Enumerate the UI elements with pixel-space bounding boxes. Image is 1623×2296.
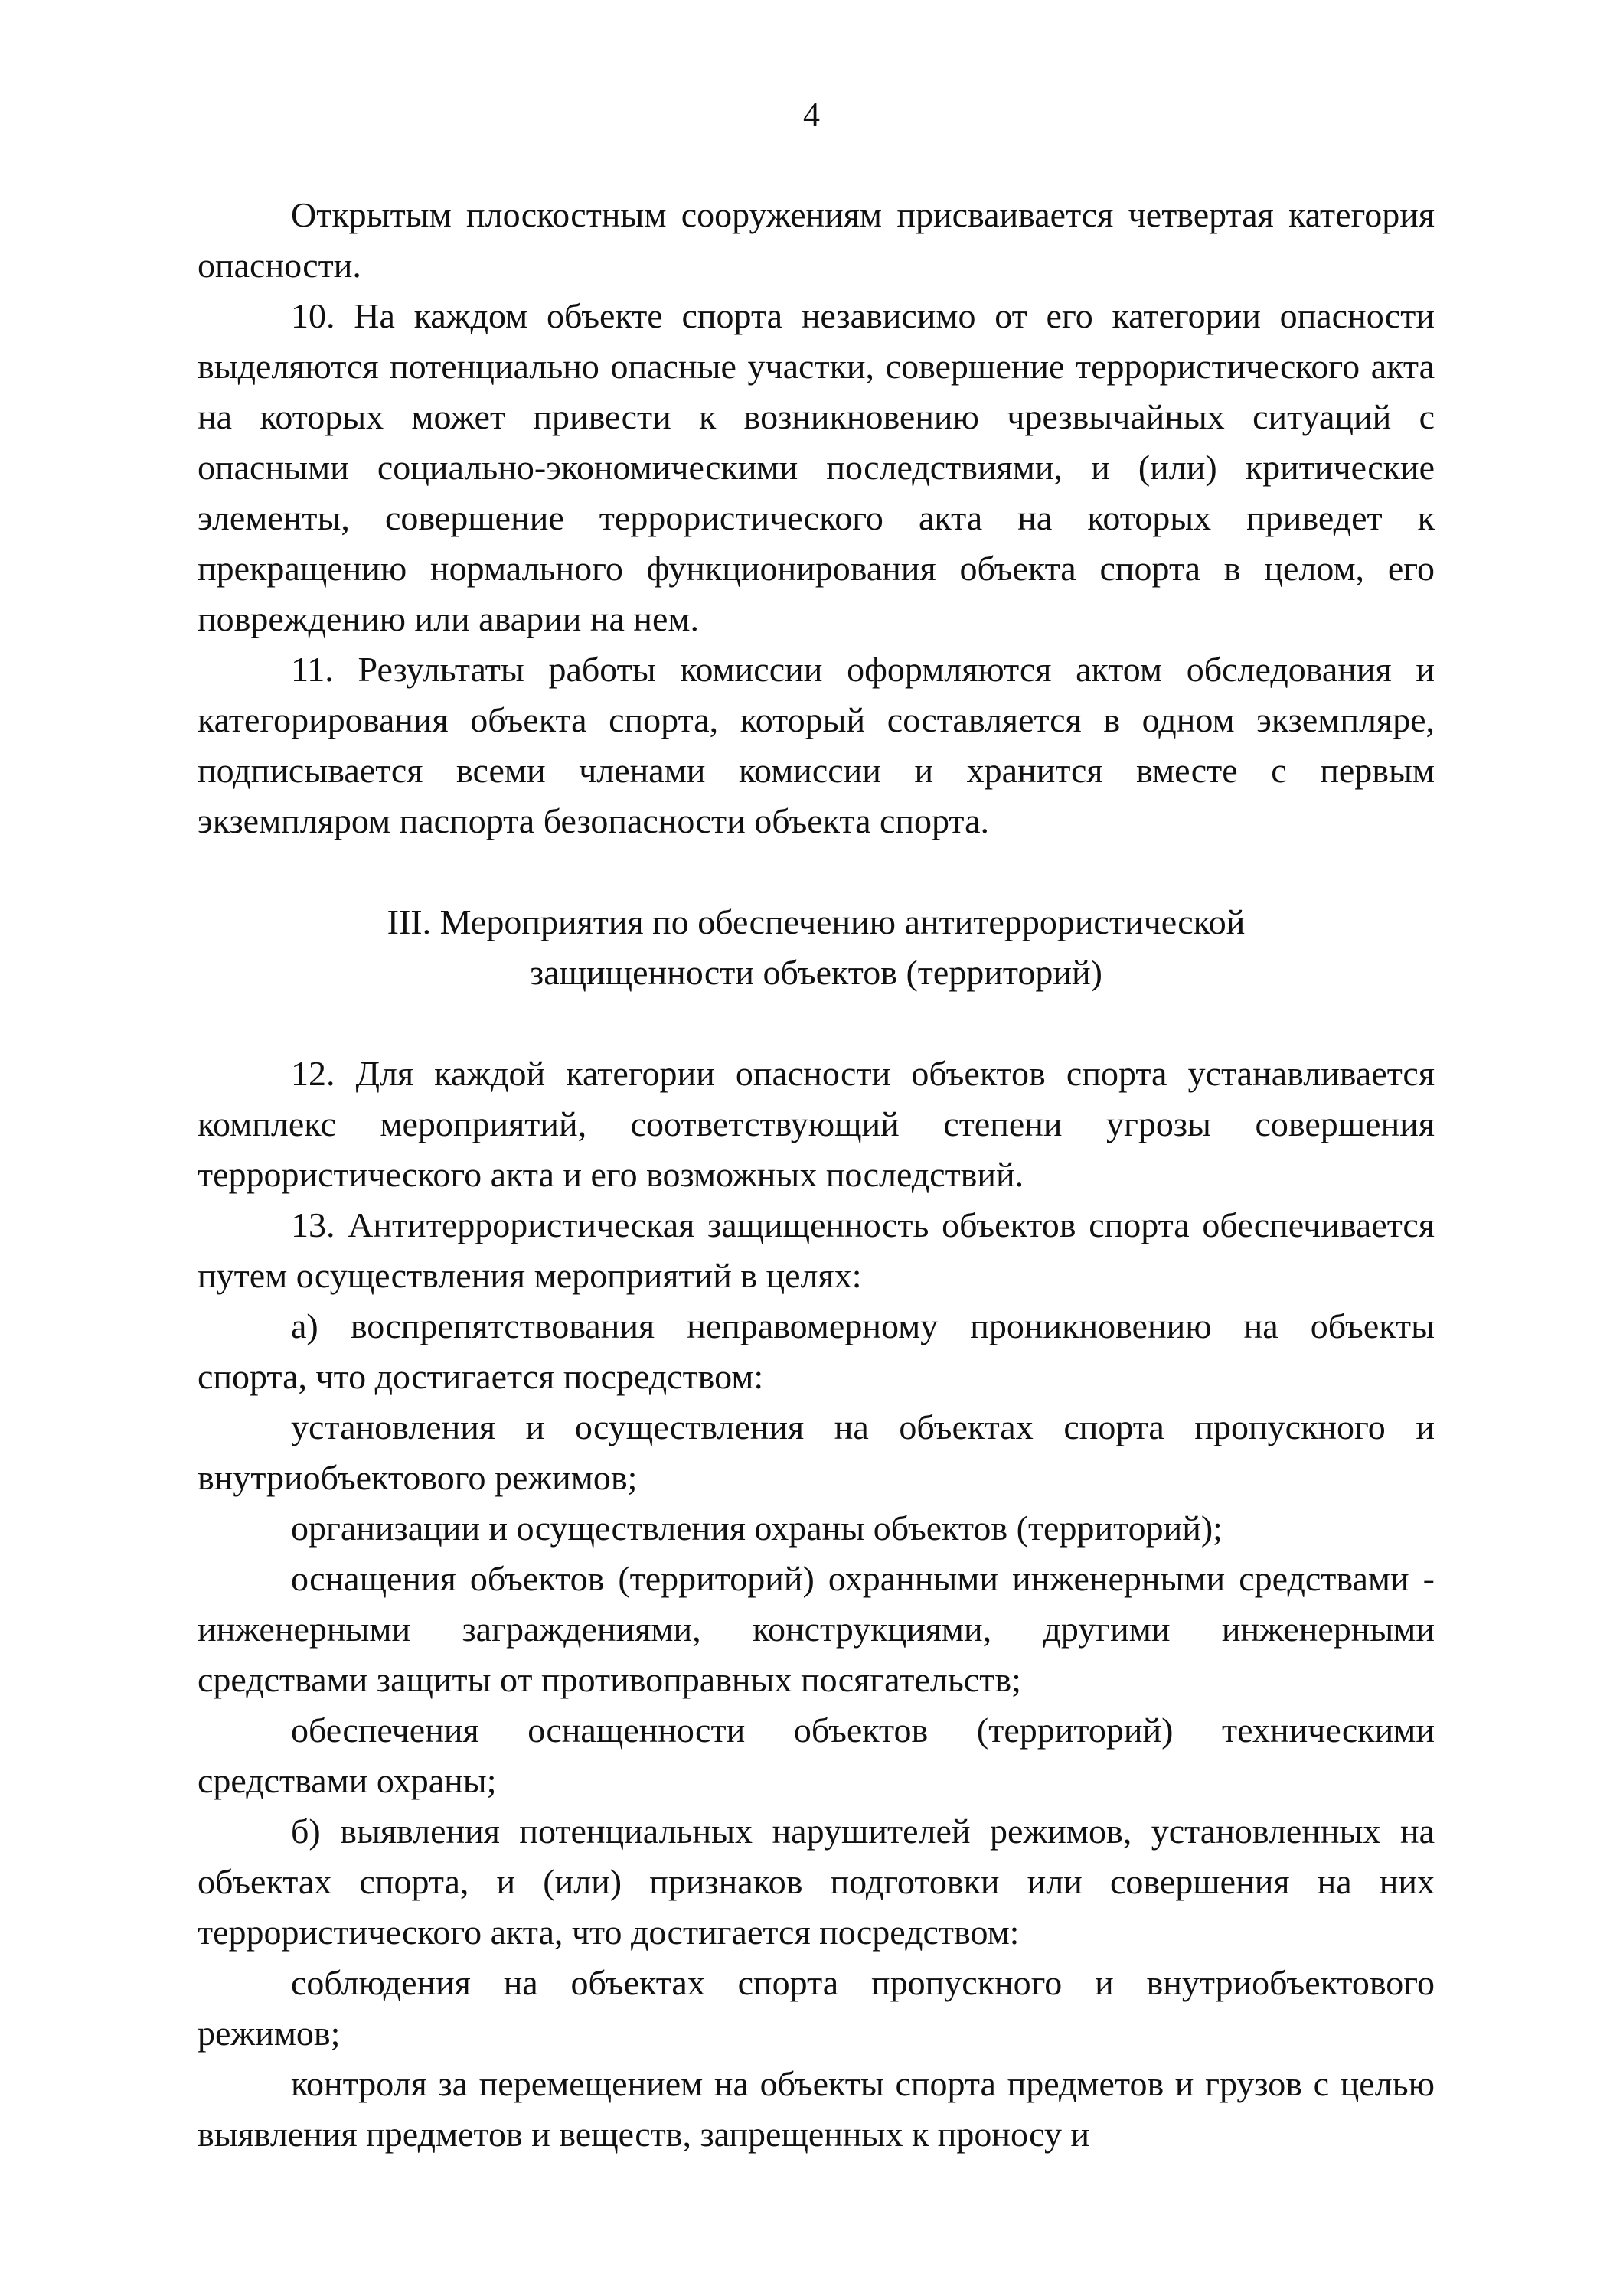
paragraph-open-areas-category: Открытым плоскостным сооружениям присваивается четвертая категория опасности. (198, 195, 1435, 285)
paragraph-13a-item-3: оснащения объектов (территорий) охранными инженерными средствами - инженерными заграждениями, конструкциями, другими инженерными средствами защиты от противоправных посягательств; (198, 1559, 1435, 1699)
paragraph-13b: б) выявления потенциальных нарушителей режимов, установленных на объектах спорта, и (или) признаков подготовки или совершения на них террористического акта, что достигается посредством: (198, 1812, 1435, 1952)
section-heading-line-2: защищенности объектов (территорий) (530, 953, 1102, 992)
paragraph-13a-item-4: обеспечения оснащенности объектов (территорий) техническими средствами охраны; (198, 1711, 1435, 1800)
section-heading-line-1: III. Мероприятия по обеспечению антитеррористической (387, 902, 1246, 941)
paragraph-10: 10. На каждом объекте спорта независимо от его категории опасности выделяются потенциально опасные участки, совершение террористического акта на которых может привести к возникновению чрезвычайных ситуаций с опасными социально-экономическими последствиями, и (или) критические элементы, совершение террористического акта на которых приведет к прекращению нормального функционирования объекта спорта в целом, его повреждению или аварии на нем. (198, 296, 1435, 638)
paragraph-13b-item-1: соблюдения на объектах спорта пропускного и внутриобъектового режимов; (198, 1963, 1435, 2053)
paragraph-12: 12. Для каждой категории опасности объектов спорта устанавливается комплекс мероприятий, соответствующий степени угрозы совершения террористического акта и его возможных последствий. (198, 1054, 1435, 1194)
page-number: 4 (803, 96, 820, 133)
paragraph-13b-item-2: контроля за перемещением на объекты спорта предметов и грузов с целью выявления предметов и веществ, запрещенных к проносу и (198, 2064, 1435, 2154)
document-body (198, 190, 1435, 2160)
section-heading (198, 897, 1435, 998)
paragraph-13a: а) воспрепятствования неправомерному проникновению на объекты спорта, что достигается посредством: (198, 1306, 1435, 1396)
paragraph-13a-item-2: организации и осуществления охраны объектов (территорий); (291, 1508, 1223, 1548)
paragraph-13a-item-1: установления и осуществления на объектах спорта пропускного и внутриобъектового режимов; (198, 1407, 1435, 1497)
paragraph-11: 11. Результаты работы комиссии оформляются актом обследования и категорирования объекта спорта, который составляется в одном экземпляре, подписывается всеми членами комиссии и хранится вместе с первым экземпляром паспорта безопасности объекта спорта. (198, 650, 1435, 840)
paragraph-13: 13. Антитеррористическая защищенность объектов спорта обеспечивается путем осуществления мероприятий в целях: (198, 1205, 1435, 1295)
